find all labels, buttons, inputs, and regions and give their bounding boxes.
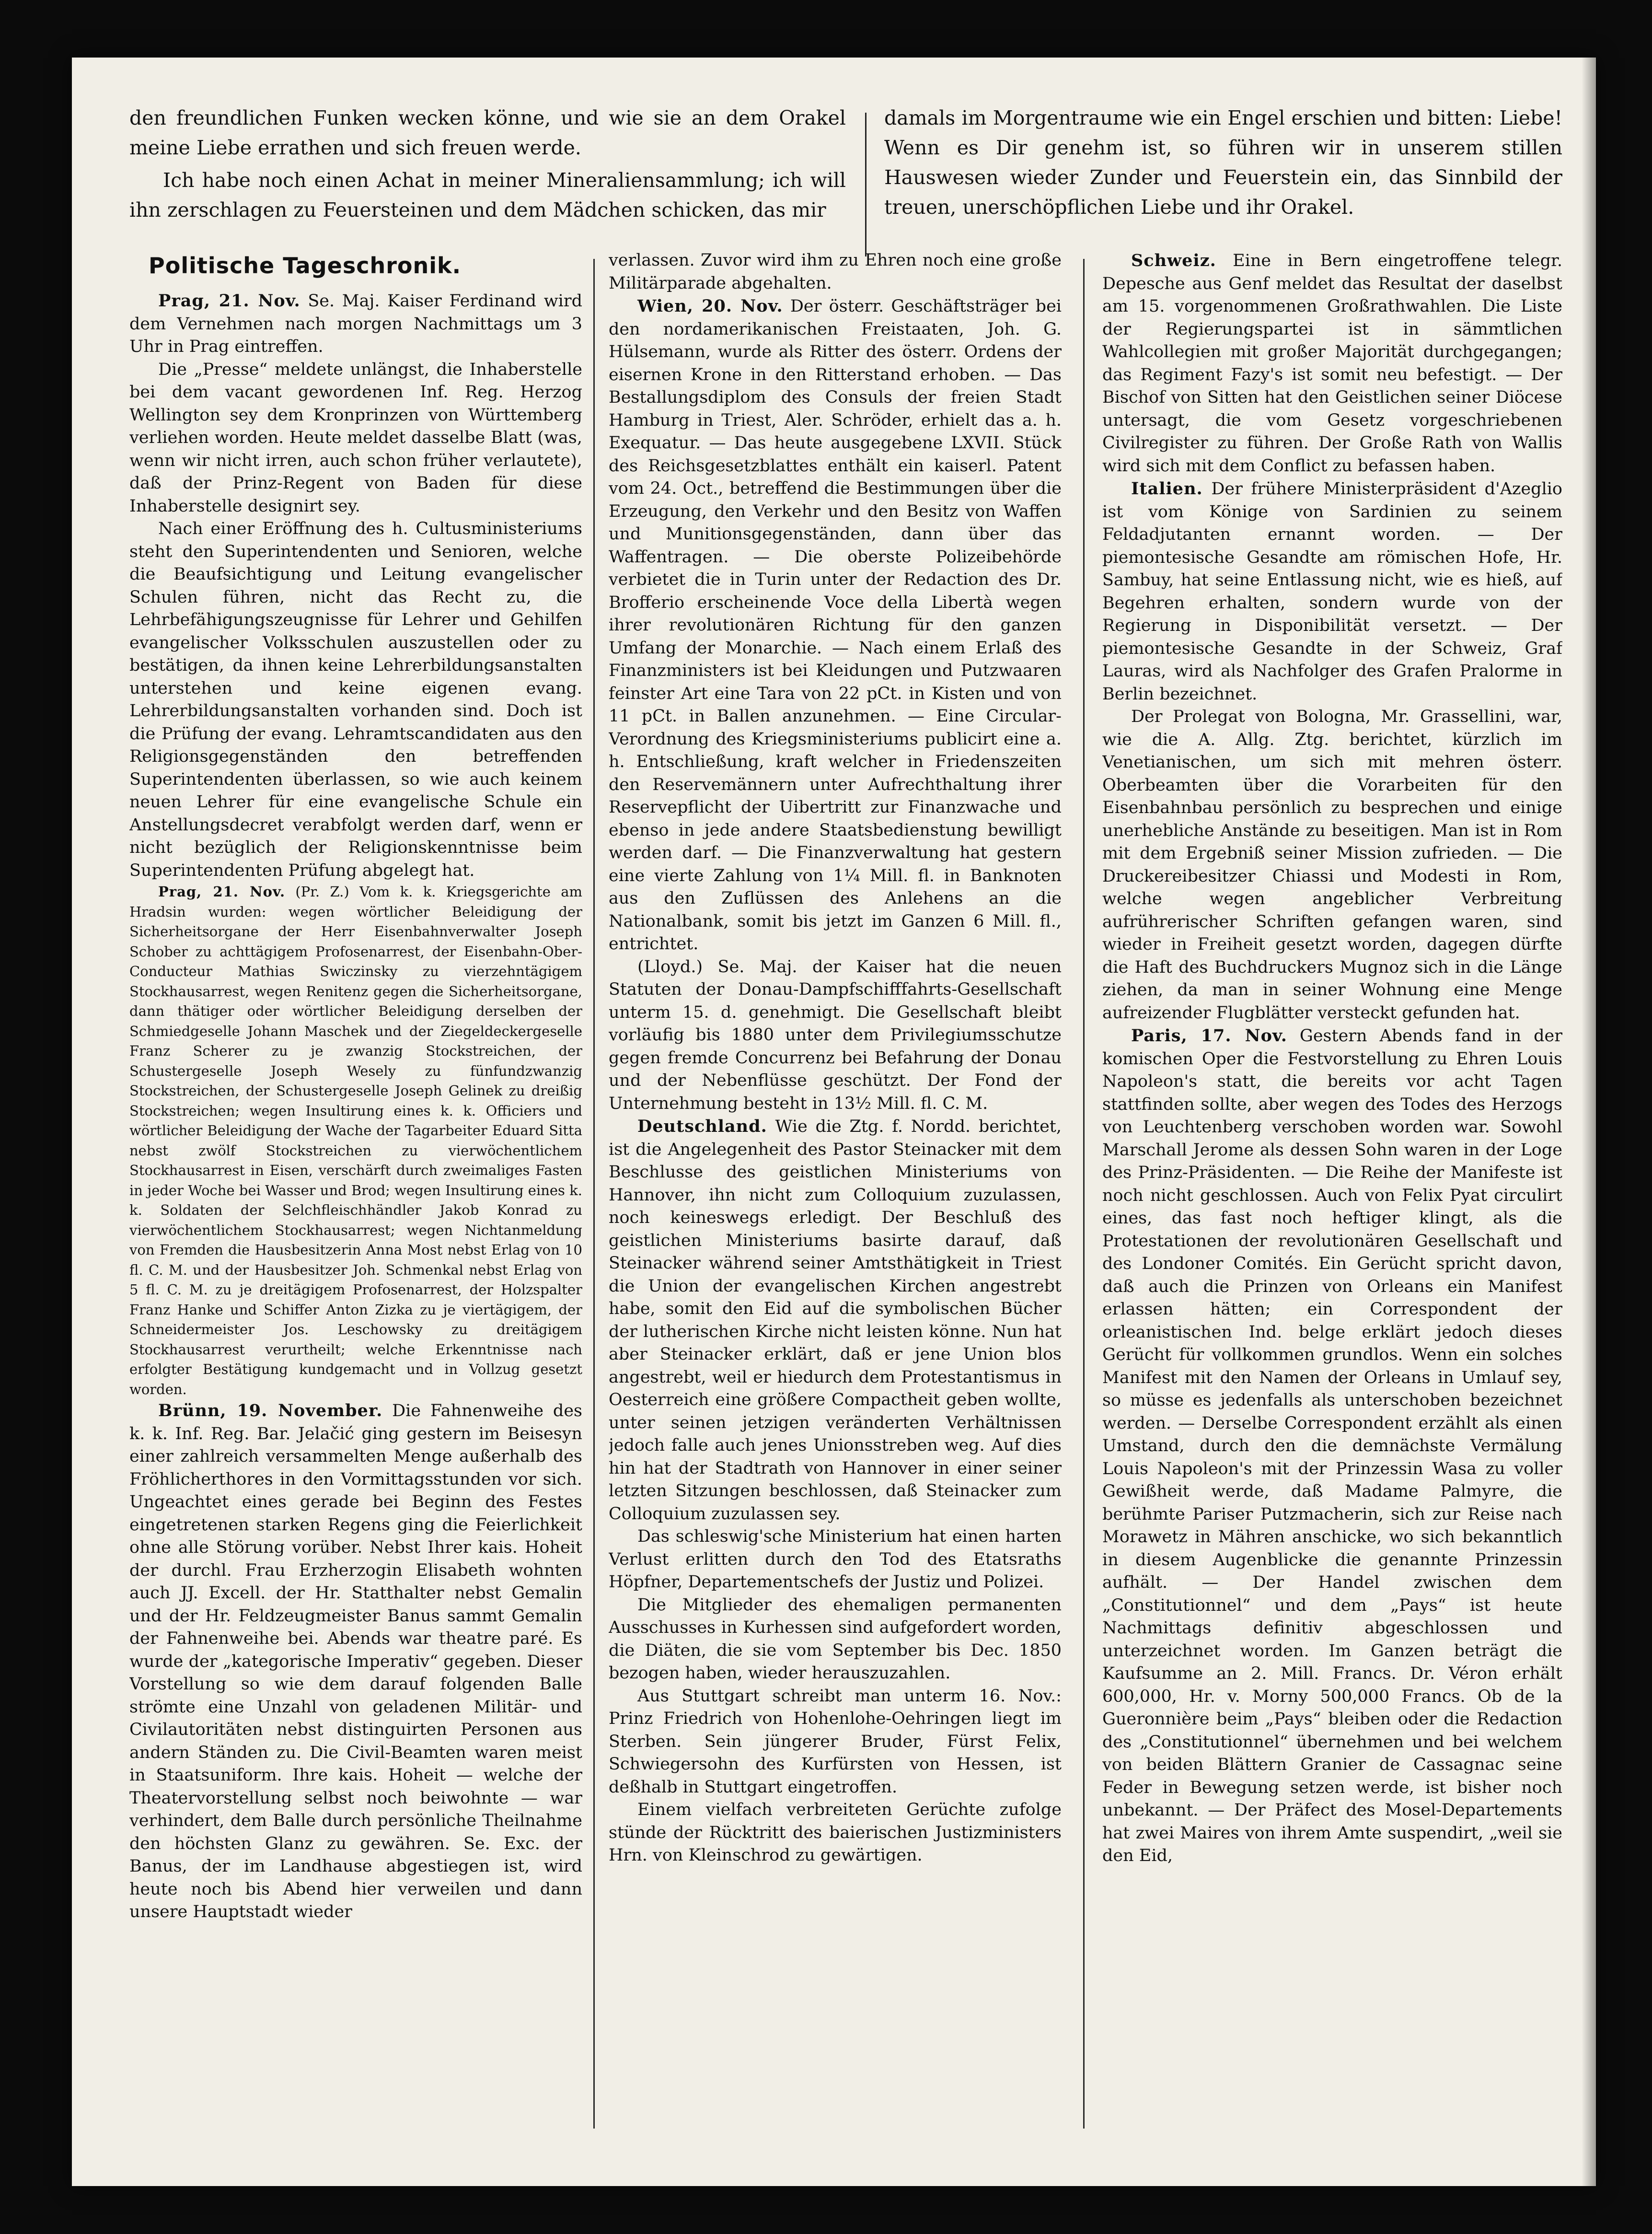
news-columns	[129, 249, 1562, 2148]
news-column-3	[1102, 249, 1562, 2148]
feuilleton-continuation	[129, 103, 1562, 266]
article-dateline: Brünn, 19. November.	[158, 1401, 383, 1420]
article-text: Einem vielfach verbreiteten Gerüchte zufolge stünde der Rücktritt des baierischen Justizministers Hrn. von Kleinschrod zu gewärtigen.	[609, 1800, 1062, 1865]
article-text: Eine in Bern eingetroffene telegr. Depesche aus Genf meldet das Resultat der daselbst am 15. vorgenommenen Großrathwahlen. Die Liste der Regierungspartei ist in sämmtlichen Wahlcollegien mit großer Majorität durchgegangen; das Regiment Fazy's ist somit neu befestigt. — Der Bischof von Sitten hat den Geistlichen seiner Diöcese untersagt, die vom Gesetz vorgeschriebenen Civilregister zu führen. Der Große Rath von Wallis wird sich mit dem Conflict zu befassen haben.	[1102, 251, 1562, 476]
article-dateline: Paris, 17. Nov.	[1131, 1026, 1287, 1046]
article-dateline: Italien.	[1131, 479, 1203, 499]
article-text: verlassen. Zuvor wird ihm zu Ehren noch eine große Militärparade abgehalten.	[609, 251, 1062, 293]
article-text: Gestern Abends fand in der komischen Oper die Festvorstellung zu Ehren Louis Napoleon's statt, die bereits vor acht Tagen stattfinden sollte, aber wegen des Todes des Herzogs von Leuchtenberg verschoben worden war. Sowohl Marschall Jerome als dessen Sohn waren in der Loge des Prinz-Präsidenten. — Die Reihe der Manifeste ist noch nicht geschlossen. Auch von Felix Pyat circulirt eines, das fast noch heftiger klingt, als die Protestationen der revolutionären Gesellschaft und des Londoner Comités. Ein Gerücht spricht davon, daß auch die Prinzen von Orleans ein Manifest erlassen hätten; ein Correspondent der orleanistischen Ind. belge erklärt jedoch dieses Gerücht für vollkommen grundlos. Wenn ein solches Manifest mit den Namen der Orleans in Umlauf sey, so müsse es jedenfalls als unterschoben bezeichnet werden. — Derselbe Correspondent erzählt als einen Umstand, durch den die demnächste Vermälung Louis Napoleon's mit der Prinzessin Wasa zu voller Gewißheit werde, daß Madame Palmyre, die berühmte Pariser Putzmacherin, sich zur Reise nach Morawetz in Mähren anschicke, wo sich bekanntlich in diesem Augenblicke die genannte Prinzessin aufhält. — Der Handel zwischen dem „Constitutionnel“ und dem „Pays“ ist heute Nachmittags definitiv abgeschlossen und unterzeichnet worden. Im Ganzen beträgt die Kaufsumme an 2. Mill. Francs. Dr. Véron erhält 600,000, Hr. v. Morny 500,000 Francs. Ob de la Gueronnière beim „Pays“ bleiben oder die Redaction des „Constitutionnel“ übernehmen und bei welchem von beiden Blättern Granier de Cassagnac seine Feder in Bewegung setzen werde, ist bisher noch unbekannt. — Der Präfect des Mosel-Departements hat zwei Maires von ihrem Amte suspendirt, „weil sie den Eid,	[1102, 1026, 1562, 1865]
column-divider	[593, 259, 595, 2129]
feuilleton-right-column	[884, 103, 1562, 266]
news-column-2	[609, 249, 1062, 2148]
article-paragraph	[129, 290, 582, 359]
article-paragraph	[129, 1399, 582, 1924]
article-text: Die Fahnenweihe des k. k. Inf. Reg. Bar. Jelačić ging gestern im Beisesyn einer zahlreich versammelten Menge außerhalb des Fröhlicherthores in den Vormittagsstunden vor sich. Ungeachtet eines gerade bei Beginn des Festes eingetretenen starken Regens ging die Feierlichkeit ohne alle Störung vorüber. Nebst Ihrer kais. Hoheit der durchl. Frau Erzherzogin Elisabeth wohnten auch JJ. Excell. der Hr. Statthalter nebst Gemalin und der Hr. Feldzeugmeister Banus sammt Gemalin der Fahnenweihe bei. Abends war theatre paré. Es wurde der „kategorische Imperativ“ gegeben. Dieser Vorstellung so wie dem darauf folgenden Balle strömte eine Unzahl von geladenen Militär- und Civilautoritäten nebst distinguirten Personen aus andern Ständen zu. Die Civil-Beamten waren meist in Staatsuniform. Ihre kais. Hoheit — welche der Theatervorstellung selbst noch beiwohnte — war verhindert, dem Balle durch persönliche Theilnahme den höchsten Glanz zu gewähren. Se. Exc. der Banus, der im Landhause abgestiegen ist, wird heute noch bis Abend hier verweilen und dann unsere Hauptstadt wieder	[129, 1401, 582, 1921]
article-dateline: Deutschland.	[637, 1117, 767, 1136]
column-divider	[865, 113, 866, 256]
article-text: Se. Maj. Kaiser Ferdinand wird dem Vernehmen nach morgen Nachmittags um 3 Uhr in Prag eintreffen.	[129, 291, 582, 356]
column-divider	[1083, 259, 1085, 2129]
article-text: Aus Stuttgart schreibt man unterm 16. Nov.: Prinz Friedrich von Hohenlohe-Oehringen liegt im Sterben. Sein jüngerer Bruder, Fürst Felix, Schwiegersohn des Kurfürsten von Hessen, ist deßhalb in Stuttgart eingetroffen.	[609, 1686, 1062, 1797]
article-dateline: Schweiz.	[1131, 251, 1216, 270]
article-paragraph	[129, 882, 582, 1399]
feuilleton-paragraph: damals im Morgentraume wie ein Engel erschien und bitten: Liebe! Wenn es Dir genehm ist, so führen wir in unserem stillen Hauswesen wieder Zunder und Feuerstein ein, das Sinnbild der treuen, unerschöpflichen Liebe und ihr Orakel.	[884, 106, 1562, 219]
article-paragraph	[129, 359, 582, 518]
article-text: (Lloyd.) Se. Maj. der Kaiser hat die neuen Statuten der Donau-Dampfschifffahrts-Gesellschaft unterm 15. d. genehmigt. Die Gesellschaft bleibt vorläufig bis 1880 unter dem Privilegiumsschutze gegen fremde Concurrenz bei Befahrung der Donau und der Nebenflüsse geschützt. Der Fond der Unternehmung besteht in 13½ Mill. fl. C. M.	[609, 957, 1062, 1113]
article-text: Der frühere Ministerpräsident d'Azeglio ist vom Könige von Sardinien zu seinem Feldadjutanten ernannt worden. — Der piemontesische Gesandte am römischen Hofe, Hr. Sambuy, hat seine Entlassung nicht, wie es hieß, auf Begehren erhalten, sondern wurde von der Regierung in Disponibilität versetzt. — Der piemontesische Gesandte in der Schweiz, Graf Lauras, wird als Nachfolger des Grafen Pralorme in Berlin bezeichnet.	[1102, 479, 1562, 704]
article-paragraph	[609, 1594, 1062, 1685]
article-dateline: Wien, 20. Nov.	[637, 296, 783, 316]
article-paragraph	[609, 1115, 1062, 1525]
article-paragraph	[1102, 706, 1562, 1024]
article-paragraph	[129, 518, 582, 882]
column-2-articles	[609, 249, 1062, 1867]
feuilleton-paragraph: Ich habe noch einen Achat in meiner Mineraliensammlung; ich will ihn zerschlagen zu Feuersteinen und dem Mädchen schicken, das mir	[129, 169, 846, 221]
page-edge-shadow	[1582, 58, 1596, 2186]
feuilleton-paragraph: den freundlichen Funken wecken könne, und wie sie an dem Orakel meine Liebe errathen und sich freuen werde.	[129, 106, 846, 159]
article-paragraph	[609, 1799, 1062, 1867]
news-column-1	[129, 249, 582, 2148]
article-text: (Pr. Z.) Vom k. k. Kriegsgerichte am Hradsin wurden: wegen wörtlicher Beleidigung der Sicherheitsorgane der Herr Eisenbahnverwalter Joseph Schober zu achttägigem Profosenarrest, der Eisenbahn-Ober-Conducteur Mathias Swiczinsky zu vierzehntägigem Stockhausarrest, wegen Renitenz gegen die Sicherheitsorgane, dann thätiger oder wörtlicher Beleidigung derselben der Schmiedgeselle Johann Maschek und der Ziegeldeckergeselle Franz Scherer zu je zwanzig Stockstreichen, der Schustergeselle Joseph Wesely zu fünfundzwanzig Stockstreichen, der Schustergeselle Joseph Gelinek zu dreißig Stockstreichen; wegen Insultirung eines k. k. Officiers und wörtlicher Beleidigung der Wache der Tagarbeiter Eduard Sitta nebst zwölf Stockstreichen zu vierwöchentlichem Stockhausarrest in Eisen, verschärft durch zweimaliges Fasten in jeder Woche bei Wasser und Brod; wegen Insultirung eines k. k. Soldaten der Selchfleischhändler Jakob Konrad zu vierwöchentlichem Stockhausarrest; wegen Nichtanmeldung von Fremden die Hausbesitzerin Anna Most nebst Erlag von 10 fl. C. M. und der Hausbesitzer Joh. Schmenkal nebst Erlag von 5 fl. C. M. zu je dreitägigem Profosenarrest, der Holzspalter Franz Hanke und Schiffer Anton Zizka zu je viertägigem, der Schneidermeister Jos. Leschowsky zu dreitägigem Stockhausarrest verurtheilt; welche Erkenntnisse nach erfolgter Bestätigung kundgemacht und in Vollzug gesetzt worden.	[129, 884, 582, 1397]
column-1-articles	[129, 290, 582, 1924]
article-text: Wie die Ztg. f. Nordd. berichtet, ist die Angelegenheit des Pastor Steinacker mit dem Beschlusse des geistlichen Ministeriums von Hannover, ihn nicht zum Colloquium zuzulassen, noch keineswegs erledigt. Der Beschluß des geistlichen Ministeriums basirte darauf, daß Steinacker während seiner Amtsthätigkeit in Triest die Union der evangelischen Kirchen angestrebt habe, somit den Eid auf die symbolischen Bücher der lutherischen Kirche nicht leisten könne. Nun hat aber Steinacker erklärt, daß er jene Union blos angestrebt, weil er hiedurch dem Protestantismus in Oesterreich eine größere Compactheit geben wollte, unter seinen jetzigen veränderten Verhältnissen jedoch falle auch jenes Unionsstreben weg. Auf dies hin hat der Stadtrath von Hannover in einer seiner letzten Sitzungen beschlossen, daß Steinacker zum Colloquium zuzulassen sey.	[609, 1117, 1062, 1524]
article-text: Das schleswig'sche Ministerium hat einen harten Verlust erlitten durch den Tod des Etatsraths Höpfner, Departementschefs der Justiz und Polizei.	[609, 1527, 1062, 1592]
article-paragraph	[1102, 1024, 1562, 1868]
article-paragraph	[1102, 477, 1562, 706]
article-text: Die „Presse“ meldete unlängst, die Inhaberstelle bei dem vacant gewordenen Inf. Reg. Herzog Wellington sey dem Kronprinzen von Württemberg verliehen worden. Heute meldet dasselbe Blatt (was, wenn wir nicht irren, auch schon früher verlautete), daß der Prinz-Regent von Baden für diese Inhaberstelle designirt sey.	[129, 360, 582, 516]
article-text: Nach einer Eröffnung des h. Cultusministeriums steht den Superintendenten und Senioren, welche die Beaufsichtigung und Leitung evangelischer Schulen führen, nicht das Recht zu, die Lehrbefähigungszeugnisse für Lehrer und Gehilfen evangelischer Volksschulen auszustellen oder zu bestätigen, da ihnen keine Lehrerbildungsanstalten unterstehen und keine eigenen evang. Lehrerbildungsanstalten vorhanden sind. Doch ist die Prüfung der evang. Lehramtscandidaten aus den Religionsgegenständen den betreffenden Superintendenten überlassen, so wie auch keinem neuen Lehrer für eine evangelische Schule ein Anstellungsdecret verabfolgt werden darf, wenn er nicht bezüglich der Religionskenntnisse beim Superintendenten Prüfung abgelegt hat.	[129, 519, 582, 880]
column-3-articles	[1102, 249, 1562, 1868]
article-dateline: Prag, 21. Nov.	[158, 291, 300, 311]
article-paragraph	[609, 295, 1062, 956]
section-title: Politische Tageschronik.	[149, 253, 462, 279]
article-dateline: Prag, 21. Nov.	[158, 884, 286, 900]
newspaper-page	[72, 58, 1596, 2186]
article-paragraph	[609, 249, 1062, 295]
article-text: Der österr. Geschäftsträger bei den nordamerikanischen Freistaaten, Joh. G. Hülsemann, wurde als Ritter des österr. Ordens der eisernen Krone in den Ritterstand erhoben. — Das Bestallungsdiplom des Consuls der freien Stadt Hamburg in Triest, Aler. Schröder, erhielt das a. h. Exequatur. — Das heute ausgegebene LXVII. Stück des Reichsgesetzblattes enthält ein kaiserl. Patent vom 24. Oct., betreffend die Bestimmungen über die Erzeugung, den Verkehr und den Besitz von Waffen und Munitionsgegenständen, dann über das Waffentragen. — Die oberste Polizeibehörde verbietet die in Turin unter der Redaction des Dr. Brofferio erscheinende Voce della Libertà wegen ihrer revolutionären Richtung für den ganzen Umfang der Monarchie. — Nach einem Erlaß des Finanzministers ist bei Kleidungen und Putzwaaren feinster Art eine Tara von 22 pCt. in Kisten und von 11 pCt. in Ballen anzunehmen. — Eine Circular-Verordnung des Kriegsministeriums publicirt eine a. h. Entschließung, kraft welcher in Friedenszeiten den Reservemännern unter Aufrechthaltung ihrer Reservepflicht der Uibertritt zur Finanzwache und ebenso in jede andere Staatsbedienstung bewilligt werden darf. — Die Finanzverwaltung hat gestern eine vierte Zahlung von 1¼ Mill. fl. in Banknoten aus den Zuflüssen des Anlehens an die Nationalbank, somit bis jetzt im Ganzen 6 Mill. fl., entrichtet.	[609, 297, 1062, 954]
article-text: Die Mitglieder des ehemaligen permanenten Ausschusses in Kurhessen sind aufgefordert worden, die Diäten, die sie vom September bis Dec. 1850 bezogen haben, wieder herauszuzahlen.	[609, 1595, 1062, 1683]
article-paragraph	[609, 956, 1062, 1116]
article-paragraph	[609, 1525, 1062, 1594]
feuilleton-left-column	[129, 103, 846, 266]
article-paragraph	[609, 1685, 1062, 1799]
article-text: Der Prolegat von Bologna, Mr. Grassellini, war, wie die A. Allg. Ztg. berichtet, kürzlich im Venetianischen, um sich mit mehren österr. Oberbeamten über die Vorarbeiten für den Eisenbahnbau persönlich zu besprechen und einige unerhebliche Anstände zu beseitigen. Man ist in Rom mit dem Ergebniß seiner Mission zufrieden. — Die Druckereibesitzer Chiassi und Modesti in Rom, welche wegen angeblicher Verbreitung aufrührerischer Schriften gefangen waren, sind wieder in Freiheit gesetzt worden, dagegen dürfte die Haft des Buchdruckers Mugnoz sich in die Länge ziehen, da man in seiner Wohnung eine Menge aufreizender Flugblätter versteckt gefunden hat.	[1102, 707, 1562, 1023]
article-paragraph	[1102, 249, 1562, 477]
